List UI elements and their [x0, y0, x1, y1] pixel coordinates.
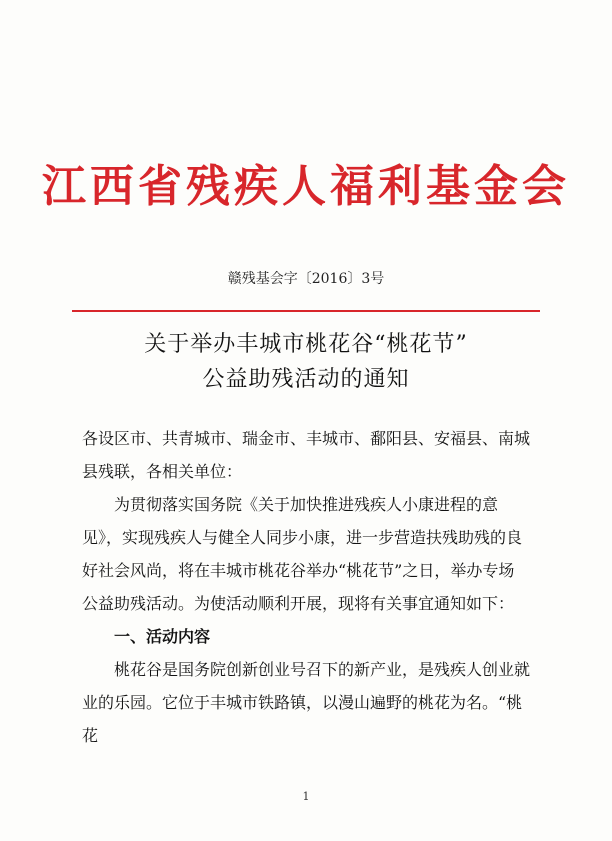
paragraph-1-text: 为贯彻落实国务院《关于加快推进残疾人小康进程的意见》，实现残疾人与健全人同步小康，进一步营造扶残助残的良好社会风尚，将在丰城市桃花谷举办“桃花节”之日，举办专场公益助残活动。为使活动顺利开展，现将有关事宜通知如下：	[82, 495, 523, 613]
body-paragraph-2	[82, 653, 530, 752]
red-divider-line	[72, 310, 540, 312]
section-heading	[82, 620, 530, 653]
title-line-1: 关于举办丰城市桃花谷“桃花节”	[144, 332, 468, 357]
body-paragraph-1	[82, 488, 530, 620]
paragraph-2-text: 桃花谷是国务院创新创业号召下的新产业，是残疾人创业就业的乐园。它位于丰城市铁路镇，以漫山遍野的桃花为名。“桃花	[82, 660, 531, 745]
recipients	[82, 422, 530, 488]
page-number: 1	[302, 790, 310, 803]
title-line-2: 公益助残活动的通知	[202, 367, 410, 392]
recipients-text: 各设区市、共青城市、瑞金市、丰城市、鄱阳县、安福县、南城县残联，各相关单位：	[82, 429, 531, 481]
section-1-heading: 一、活动内容	[114, 627, 211, 646]
org-red-header: 江西省残疾人福利基金会	[42, 161, 570, 212]
document-number: 赣残基会字〔2016〕3号	[227, 271, 385, 287]
